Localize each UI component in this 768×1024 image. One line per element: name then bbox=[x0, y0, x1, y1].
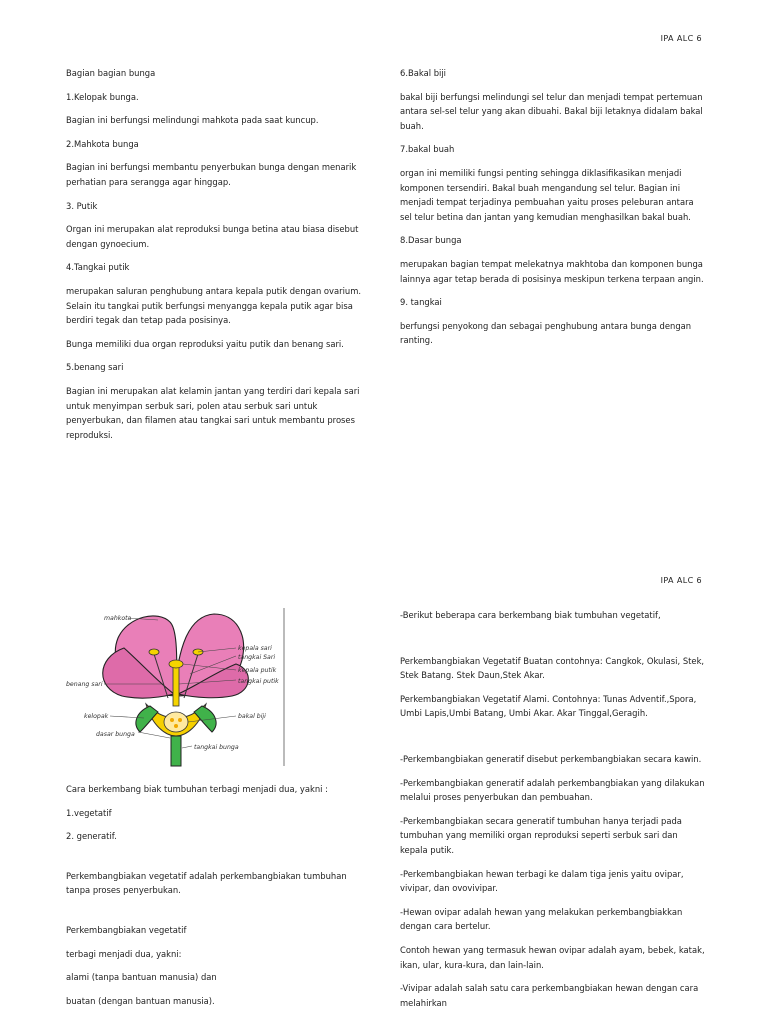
paragraph: Cara berkembang biak tumbuhan terbagi menjadi dua, yakni : bbox=[66, 784, 328, 794]
paragraph: terbagi menjadi dua, yakni: bbox=[66, 948, 182, 959]
paragraph: -Perkembangbiakan secara generatif tumbuhan hanya terjadi pada tumbuhan yang memiliki organ reproduksi seperti serbuk sari dan kepala putik. bbox=[400, 815, 682, 855]
flower-diagram bbox=[66, 608, 286, 768]
label-mahkota: mahkota bbox=[104, 615, 132, 622]
left-column bbox=[66, 66, 372, 451]
heading-dasar-bunga: 8.Dasar bunga bbox=[400, 235, 462, 246]
page-header: IPA ALC 6 bbox=[660, 576, 702, 585]
spacer bbox=[400, 730, 706, 752]
paragraph: Bagian ini berfungsi membantu penyerbukan bunga dengan menarik perhatian para serangga agar hinggap. bbox=[66, 162, 357, 187]
list-item: 1.vegetatif bbox=[66, 807, 112, 818]
paragraph: Bagian ini merupakan alat kelamin jantan yang terdiri dari kepala sari untuk menyimpan serbuk sari, polen atau serbuk sari untuk penyerbukan, dan filamen atau tangkai sari untuk membantu proses reproduksi. bbox=[66, 385, 360, 440]
paragraph: berfungsi penyokong dan sebagai penghubung antara bunga dengan ranting. bbox=[400, 320, 692, 346]
label-benang-sari: benang sari bbox=[66, 681, 103, 688]
label-dasar-bunga: dasar bunga bbox=[96, 731, 135, 738]
label-kepala-sari: kepala sari bbox=[238, 645, 272, 652]
paragraph: Perkembangbiakan Vegetatif Buatan contohnya: Cangkok, Okulasi, Stek, Stek Batang. Stek Daun,Stek Akar. bbox=[400, 655, 705, 681]
paragraph: Perkembangbiakan vegetatif adalah perkembangbiakan tumbuhan tanpa proses penyerbukan. bbox=[66, 870, 347, 896]
paragraph: -Berikut beberapa cara berkembang biak tumbuhan vegetatif, bbox=[400, 610, 661, 620]
anther bbox=[149, 649, 159, 655]
label-tangkai-bunga: tangkai bunga bbox=[194, 744, 239, 751]
heading-bakal-biji: 6.Bakal biji bbox=[400, 68, 446, 78]
paragraph: Bunga memiliki dua organ reproduksi yaitu putik dan benang sari. bbox=[66, 338, 344, 349]
paragraph: Perkembangbiakan vegetatif bbox=[66, 924, 187, 935]
label-tangkai-putik: tangkai putik bbox=[238, 678, 279, 685]
paragraph: -Vivipar adalah salah satu cara perkembangbiakan hewan dengan cara melahirkan bbox=[400, 983, 699, 1008]
paragraph: Bagian ini berfungsi melindungi mahkota pada saat kuncup. bbox=[66, 115, 319, 126]
paragraph: -Perkembangbiakan generatif disebut perkembangbiakan secara kawin. bbox=[400, 753, 702, 764]
paragraph: buatan (dengan bantuan manusia). bbox=[66, 995, 215, 1006]
ovule bbox=[178, 718, 182, 722]
paragraph: Contoh hewan yang termasuk hewan ovipar adalah ayam, bebek, katak, ikan, ular, kura-kura, dan lain-lain. bbox=[400, 944, 705, 970]
heading-kelopak: 1.Kelopak bunga. bbox=[66, 91, 139, 102]
paragraph: Organ ini merupakan alat reproduksi bunga betina atau biasa disebut dengan gynoecium. bbox=[66, 224, 359, 249]
heading-bakal-buah: 7.bakal buah bbox=[400, 144, 455, 155]
heading-tangkai-putik: 4.Tangkai putik bbox=[66, 262, 130, 273]
section-title: Bagian bagian bunga bbox=[66, 68, 156, 78]
label-bakal-biji: bakal biji bbox=[238, 713, 266, 720]
left-column bbox=[66, 782, 372, 1017]
heading-mahkota: 2.Mahkota bunga bbox=[66, 138, 139, 149]
heading-putik: 3. Putik bbox=[66, 200, 98, 211]
list-item: 2. generatif. bbox=[66, 831, 117, 842]
paragraph: bakal biji berfungsi melindungi sel telur dan menjadi tempat pertemuan antara sel-sel telur yang akan dibuahi. Bakal biji letaknya didalam bakal buah. bbox=[400, 91, 703, 131]
stigma bbox=[169, 660, 183, 668]
paragraph: -Perkembangbiakan hewan terbagi ke dalam tiga jenis yaitu ovipar, vivipar, dan ovovivipar. bbox=[400, 868, 684, 894]
page-header: IPA ALC 6 bbox=[660, 34, 702, 43]
label-tangkai-sari: tangkai Sari bbox=[238, 654, 276, 661]
right-column bbox=[400, 608, 706, 1019]
right-column bbox=[400, 66, 706, 357]
spacer bbox=[400, 632, 706, 654]
ovule bbox=[174, 724, 178, 728]
ovule bbox=[170, 718, 174, 722]
paragraph: -Hewan ovipar adalah hewan yang melakukan perkembangbiakkan dengan cara bertelur. bbox=[400, 906, 683, 932]
label-kepala-putik: kepala putik bbox=[238, 667, 277, 674]
spacer bbox=[66, 853, 372, 869]
flower-stem bbox=[171, 736, 181, 766]
paragraph: -Perkembangbiakan generatif adalah perkembangbiakan yang dilakukan melalui proses penyerbukan dan pembuahan. bbox=[400, 777, 705, 803]
ovary bbox=[164, 712, 188, 732]
spacer bbox=[66, 907, 372, 923]
paragraph: organ ini memiliki fungsi penting sehingga diklasifikasikan menjadi komponen tersendiri. Bakal buah mengandung sel telur. Bagian ini menjadi tempat terjadinya pembuahan yaitu proses peleburan antara sel telur betina dan jantan yang kemudian menghasilkan bakal buah. bbox=[400, 167, 694, 222]
heading-benang-sari: 5.benang sari bbox=[66, 362, 124, 373]
document-page-2 bbox=[0, 512, 768, 1024]
paragraph: merupakan saluran penghubung antara kepala putik dengan ovarium. Selain itu tangkai putik berfungsi menyangga kepala putik agar bisa berdiri tegak dan tetap pada posisinya. bbox=[66, 285, 362, 326]
label-kelopak: kelopak bbox=[84, 713, 109, 720]
paragraph: Perkembangbiakan Vegetatif Alami. Contohnya: Tunas Adventif.,Spora, Umbi Lapis,Umbi Batang, Umbi Akar. Akar Tinggal,Geragih. bbox=[400, 693, 697, 719]
style bbox=[173, 666, 179, 706]
paragraph: merupakan bagian tempat melekatnya makhtoba dan komponen bunga lainnya agar tetap berada di posisinya meskipun terkena terpaan angin. bbox=[400, 258, 704, 284]
paragraph: alami (tanpa bantuan manusia) dan bbox=[66, 972, 217, 983]
heading-tangkai: 9. tangkai bbox=[400, 297, 442, 308]
